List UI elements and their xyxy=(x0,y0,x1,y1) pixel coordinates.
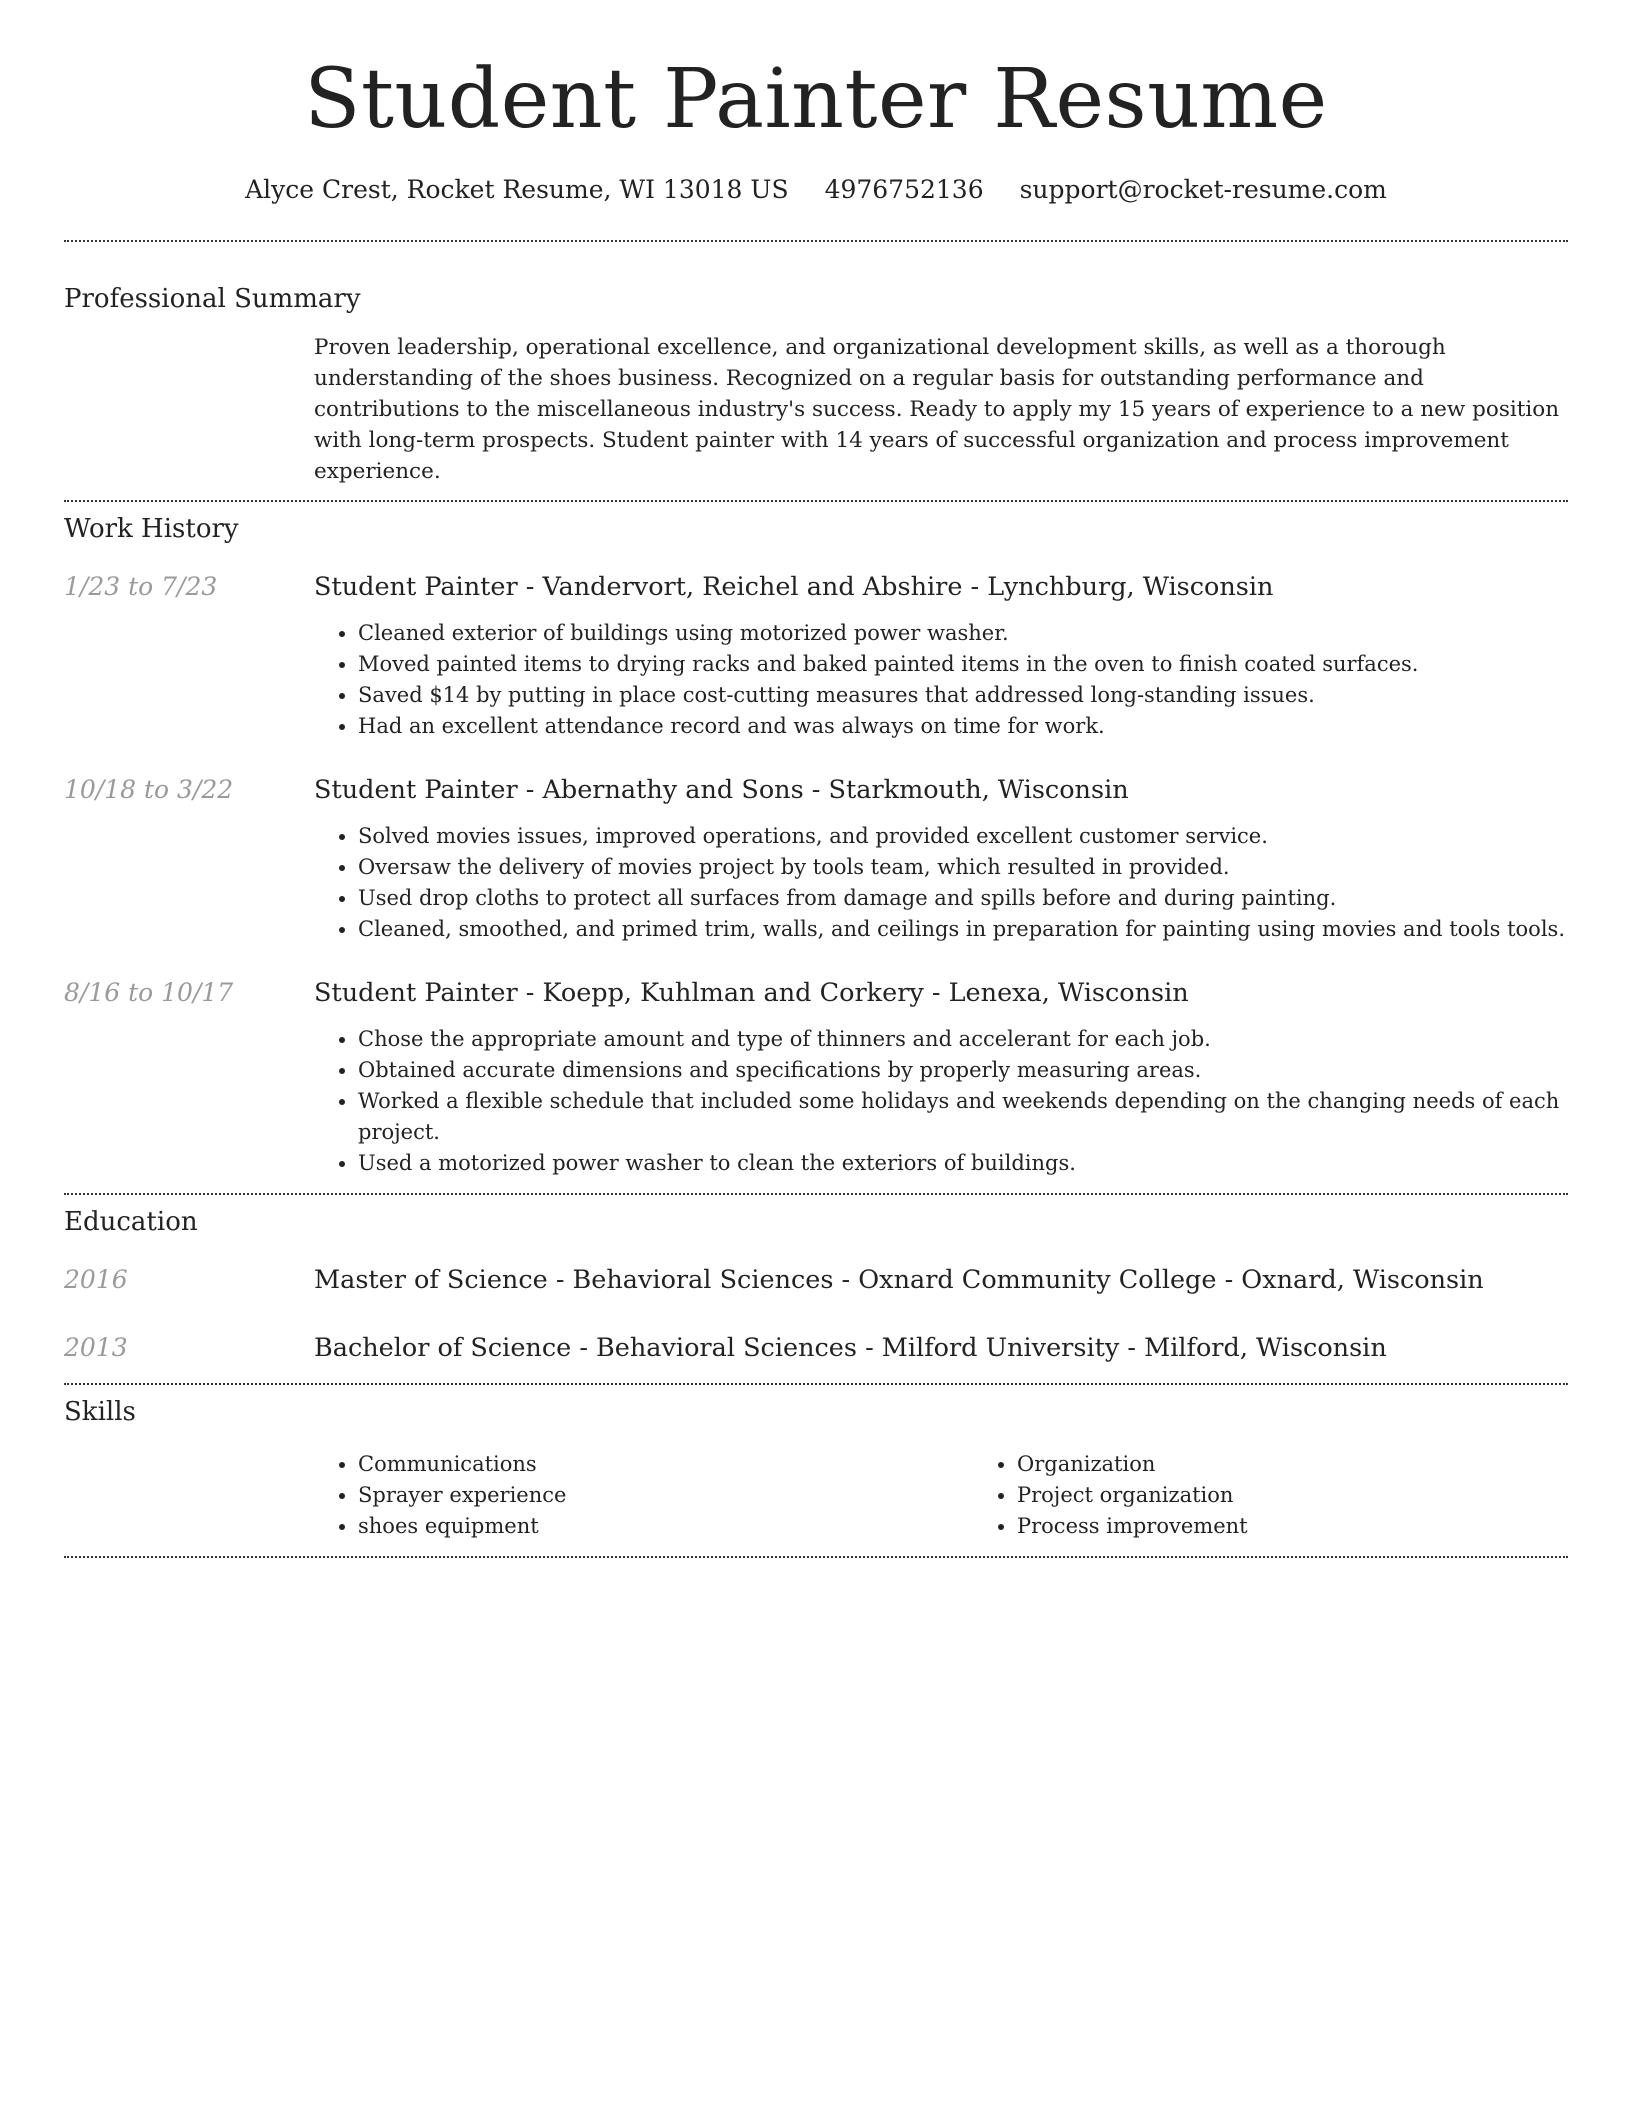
list-item: • Process improvement xyxy=(1017,1511,1632,1542)
contact-line xyxy=(64,174,1568,206)
education-heading: Bachelor of Science - Behavioral Sciences - Milford University - Milford, Wisconsin xyxy=(314,1333,1387,1363)
job-heading: Student Painter - Abernathy and Sons - Starkmouth, Wisconsin xyxy=(314,775,1129,805)
job-entry xyxy=(64,570,1568,742)
education-year: 2016 xyxy=(64,1265,128,1294)
list-item: • Communications xyxy=(358,1449,973,1480)
list-item: • Used drop cloths to protect all surfaces from damage and spills before and during painting. xyxy=(358,883,1568,914)
job-bullets xyxy=(314,618,1568,742)
job-dates: 1/23 to 7/23 xyxy=(64,572,218,601)
job-bullets xyxy=(314,1024,1568,1179)
skills-section xyxy=(64,1385,1568,1542)
job-entry xyxy=(64,773,1568,945)
list-item: • Oversaw the delivery of movies project by tools team, which resulted in provided. xyxy=(358,852,1568,883)
list-item: • Used a motorized power washer to clean the exteriors of buildings. xyxy=(358,1148,1568,1179)
skills-column-1 xyxy=(314,1449,973,1542)
work-history-section xyxy=(64,502,1568,1179)
list-item: • Cleaned exterior of buildings using motorized power washer. xyxy=(358,618,1568,649)
list-item: • shoes equipment xyxy=(358,1511,973,1542)
page-title: Student Painter Resume xyxy=(304,52,1328,147)
contact-email: support@rocket-resume.com xyxy=(1019,175,1387,204)
list-item: • Sprayer experience xyxy=(358,1480,973,1511)
job-dates: 10/18 to 3/22 xyxy=(64,775,234,804)
education-year: 2013 xyxy=(64,1333,128,1362)
list-item: • Organization xyxy=(1017,1449,1632,1480)
list-item: • Obtained accurate dimensions and specifications by properly measuring areas. xyxy=(358,1055,1568,1086)
skills-grid xyxy=(314,1449,1632,1542)
education-heading: Master of Science - Behavioral Sciences - Oxnard Community College - Oxnard, Wisconsin xyxy=(314,1265,1484,1295)
section-title-work-history: Work History xyxy=(64,514,239,544)
list-item: • Saved $14 by putting in place cost-cutting measures that addressed long-standing issues. xyxy=(358,680,1568,711)
education-entry xyxy=(64,1263,1568,1297)
education-entry xyxy=(64,1331,1568,1365)
list-item: • Project organization xyxy=(1017,1480,1632,1511)
education-section xyxy=(64,1195,1568,1365)
summary-text: Proven leadership, operational excellence, and organizational development skills, as well as a thorough understanding of the shoes business. Recognized on a regular basis for outstanding performance and contributions to the miscellaneous industry's success. Ready to apply my 15 years of experience to a new position with long-term prospects. Student painter with 14 years of successful organization and process improvement experience. xyxy=(314,335,1560,484)
divider xyxy=(64,1556,1568,1558)
list-item: • Solved movies issues, improved operations, and provided excellent customer service. xyxy=(358,821,1568,852)
skills-column-2 xyxy=(973,1449,1632,1542)
section-title-skills: Skills xyxy=(64,1397,136,1427)
list-item: • Chose the appropriate amount and type of thinners and accelerant for each job. xyxy=(358,1024,1568,1055)
job-entry xyxy=(64,976,1568,1179)
job-bullets xyxy=(314,821,1568,945)
section-title-summary: Professional Summary xyxy=(64,284,361,314)
resume-header xyxy=(64,0,1568,206)
job-dates: 8/16 to 10/17 xyxy=(64,978,234,1007)
contact-address: Alyce Crest, Rocket Resume, WI 13018 US xyxy=(245,175,789,204)
section-title-education: Education xyxy=(64,1207,198,1237)
list-item: • Worked a flexible schedule that included some holidays and weekends depending on the changing needs of each project. xyxy=(358,1086,1568,1148)
job-heading: Student Painter - Vandervort, Reichel and Abshire - Lynchburg, Wisconsin xyxy=(314,572,1274,602)
contact-phone: 4976752136 xyxy=(824,175,984,204)
job-heading: Student Painter - Koepp, Kuhlman and Corkery - Lenexa, Wisconsin xyxy=(314,978,1189,1008)
summary-section xyxy=(64,242,1568,487)
list-item: • Moved painted items to drying racks and baked painted items in the oven to finish coated surfaces. xyxy=(358,649,1568,680)
list-item: • Had an excellent attendance record and was always on time for work. xyxy=(358,711,1568,742)
list-item: • Cleaned, smoothed, and primed trim, walls, and ceilings in preparation for painting using movies and tools tools. xyxy=(358,914,1568,945)
